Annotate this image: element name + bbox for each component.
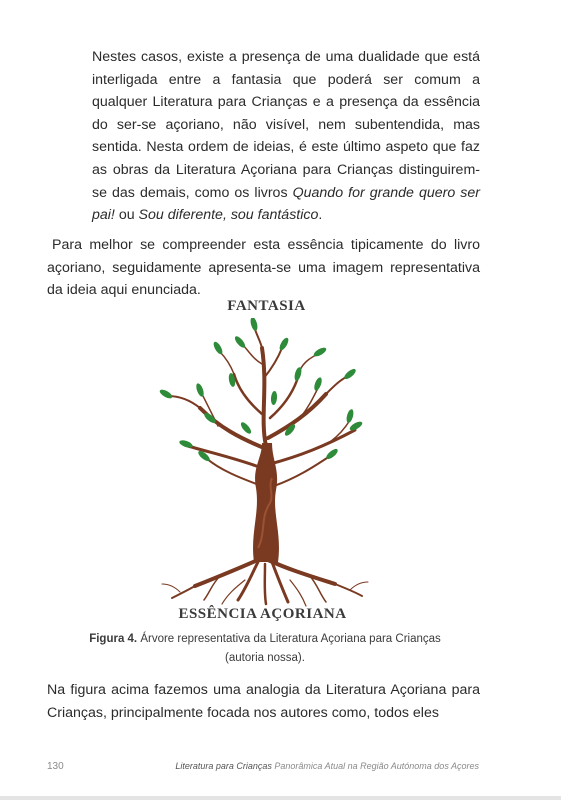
figure-top-label: FANTASIA <box>227 298 306 314</box>
tree-roots <box>162 558 368 606</box>
paragraph-1-end: . <box>318 207 323 224</box>
book-title-2: Sou diferente, sou fantástico <box>138 207 319 224</box>
page-number: 130 <box>47 761 64 772</box>
running-footer <box>175 761 479 771</box>
running-footer-subtitle: Panorâmica Atual na Região Autónoma dos Açores <box>271 761 479 771</box>
paragraph-2: Para melhor se compreender esta essência tipicamente do livro açoriano, seguidamente apresenta-se uma imagem representativa da ideia aqui enunciada. <box>47 237 480 299</box>
figure-caption-label: Figura 4. <box>89 633 138 645</box>
book-title-1: Quando for grande quero ser pai! <box>92 184 480 224</box>
figure-caption <box>60 630 470 649</box>
figure-caption-text: Árvore representativa da Literatura Açoriana para Crianças <box>137 633 441 645</box>
page-bottom-edge <box>0 796 561 800</box>
paragraph-1-connector: ou <box>114 207 139 224</box>
paragraph-3: Na figura acima fazemos uma analogia da Literatura Açoriana para Crianças, principalmente focada nos autores como, todos eles <box>47 682 480 721</box>
running-footer-title: Literatura para Crianças <box>175 761 272 771</box>
figure-bottom-label: ESSÊNCIA AÇORIANA <box>178 606 347 622</box>
figure-caption-line-2: (autoria nossa). <box>225 652 305 664</box>
paragraph-1-text: Nestes casos, existe a presença de uma dualidade que está interligada entre a fantasia que poderá ser comum a qualquer Literatura para Crianças e a presença da essência do ser-se açoriano, não visível, nem subentendida, mas sentida. Nesta ordem de ideias, é este último aspeto que faz as obras da Literatura Açoriana para Crianças distinguirem-se das demais, como os livros <box>92 49 480 201</box>
tree-trunk <box>253 443 279 562</box>
tree-illustration <box>150 318 380 608</box>
paragraph-1 <box>92 46 480 227</box>
